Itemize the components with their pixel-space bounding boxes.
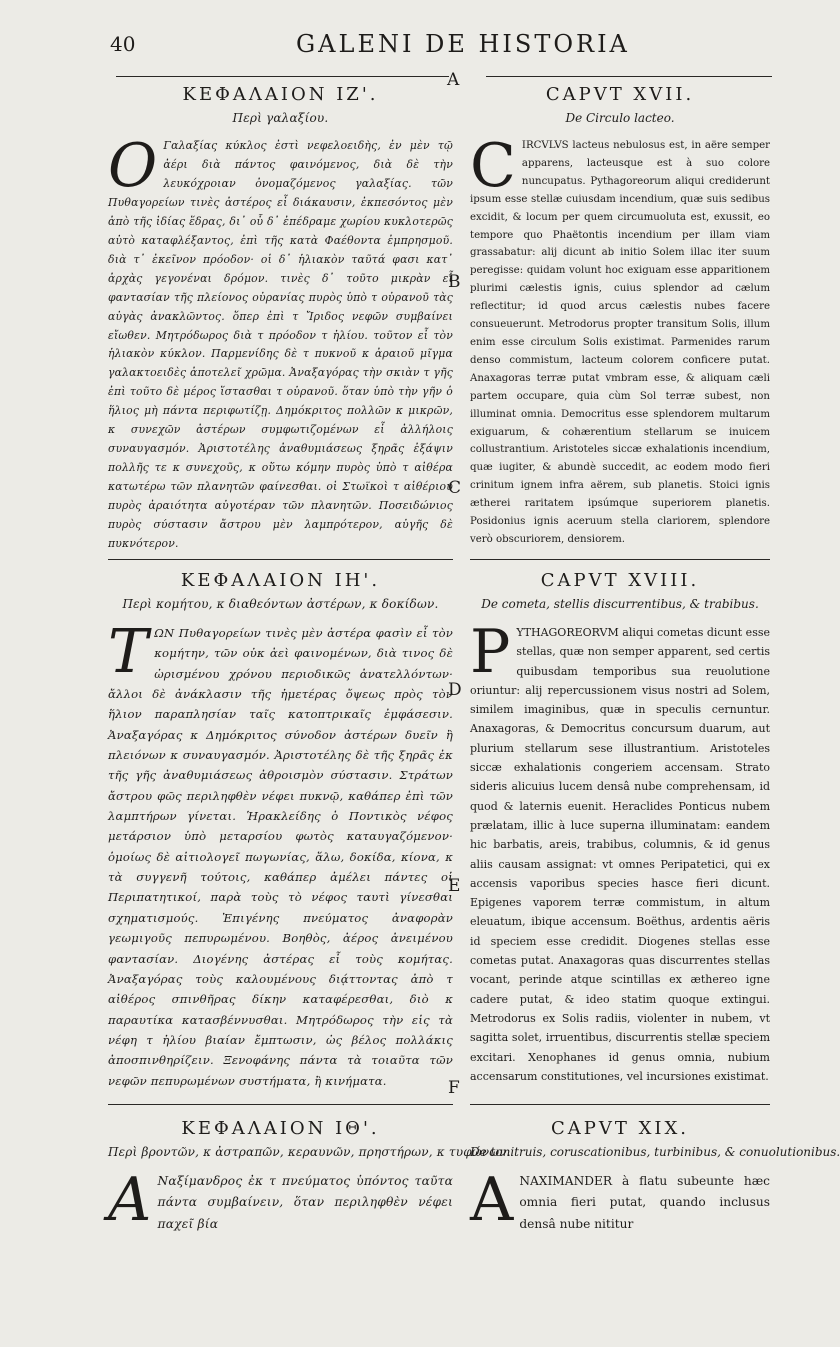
chapter-body (470, 617, 770, 1086)
page-number: 40 (110, 32, 136, 56)
running-header (0, 28, 800, 68)
chapter-heading: CAPVT XIX. (550, 1118, 690, 1139)
body-text: ΩΝ Πυθαγορείων τινὲς μὲν ἀστέρα φασὶν εἶ τὸν κομήτην, τῶν οὐκ ἀεὶ φαινομένων, διὰ τινος δὲ ὡρισμένου χρόνου περιοδικῶς ἀνατελλόντων· ἄλλοι δὲ ἀνάκλασιν τῆς ἡμετέρας ὄψεως πρὸς τὸν ἥλιον παραπλησίαν ταῖς κατοπτρικαῖς ἐμφάσεσιν. Ἀναξαγόρας κ Δημόκριτος σύνοδον ἀστέρων δυεῖν ἢ πλειόνων κ συναυγασμόν. Ἀριστοτέλης δὲ τῆς ξηρᾶς ἐκ τῆς γῆς ἀναθυμιάσεως ἀθροισμὸν σύστασιν. Στράτων ἄστρου φῶς περιληφθὲν νέφει πυκνῷ, καθάπερ ἐπὶ τῶν λαμπτήρων γίνεται. Ἡρακλείδης ὁ Ποντικὸς νέφος μετάρσιον ὑπὸ μεταρσίου φωτὸς καταυγαζόμενον· ὁμοίως δὲ αἰτιολογεῖ πωγωνίας, ἅλω, δοκίδα, κίονα, κ τὰ συγγενῆ τούτοις, καθάπερ ἀμέλει πάντες οἱ Περιπατητικοί, παρὰ τοὺς τὸ νέφος ταυτὶ γίνεσθαι σχηματισμούς. Ἐπιγένης πνεύματος ἀναφορὰν γεωμιγοῦς πεπυρωμένου. Βοηθὸς, ἀέρος ἀνειμένου φαντασίαν. Διογένης ἀστέρας εἶ τοὺς κομήτας. Ἀναξαγόρας τοὺς καλουμένους διᾴττοντας ἀπὸ τ αἰθέρος σπινθῆρας δίκην καταφέρεσθαι, διὸ κ παραυτίκα κατασβέννυσθαι. Μητρόδωρος τὴν εἰς τὰ νέφη τ ἡλίου βιαίαν ἔμπτωσιν, ὡς βέλος πολλάκις ἀποσπινθηρίζειν. Ξενοφάνης πάντα τὰ τοιαῦτα τῶν νεφῶν πεπυρωμένων συστήματα, ἢ κινήματα. (108, 626, 453, 1088)
latin-section-19 (470, 1118, 840, 1308)
margin-letter-e: E (448, 876, 461, 896)
chapter-subheading: Περὶ βροντῶν, κ ἀστραπῶν, κεραυνῶν, πρηστήρων, κ τυφώνων. (108, 1145, 511, 1159)
chapter-heading: CAPVT XVII. (545, 84, 695, 105)
margin-letter-f: F (448, 1078, 460, 1098)
latin-section-17 (470, 84, 770, 554)
greek-section-18 (108, 570, 453, 1100)
body-text: NAXIMANDER à flatu subeunte hæc omnia fieri putat, quando inclusus densâ nube nititur (519, 1174, 770, 1231)
body-text: Ναξίμανδρος ἐκ τ πνεύματος ὑπόντος ταῦτα πάντα συμβαίνειν, ὅταν περιληφθὲν νέφει παχεῖ βία (157, 1174, 453, 1231)
body-text: YTHAGOREORVM aliqui cometas dicunt esse stellas, quæ non semper apparent, sed certis quibusdam temporibus sua reuolutione oriuntur: alij repercussionem visus nostri ad Solem, similem imaginibus, quæ in speculis cernuntur. Anaxagoras, & Democritus concursum duarum, aut plurium stellarum sese illustrantium. Aristoteles siccæ exhalationis congeriem accensam. Strato sideris alicuius lucem densâ nube comprehensam, id quod & laternis euenit. Heraclides Ponticus nubem prælatam, illic à luce superna illuminatam: eandem hic barbatis, areis, trabibus, columnis, & id genus aliis causam assignat: vt omnes Peripatetici, qui ex accensis vaporibus species hasce fieri dicunt. Epigenes vaporem terræ commistum, in altum eleuatum, ibique accensum. Boëthus, ardentis aëris id speciem esse credidit. Diogenes stellas esse cometas putat. Anaxagoras quas discurrentes stellas vocant, perinde atque scintillas ex æthereo igne cadere putat, & ideo statim quoque extingui. Metrodorus ex Solis radiis, violenter in nubem, vt sagitta solet, irruentibus, discurrentis stellæ speciem excitari. Xenophanes id genus omnia, nubium accensarum constitutiones, vel incursiones existimat. (470, 626, 770, 1083)
chapter-body (108, 617, 453, 1091)
margin-letter-b: B (448, 272, 461, 292)
section-rule (108, 559, 453, 560)
chapter-subheading: De cometa, stellis discurrentibus, & trabibus. (481, 597, 759, 611)
chapter-body (470, 131, 770, 549)
running-title: GALENI DE HISTORIA (296, 30, 630, 58)
body-text: Γαλαξίας κύκλος ἐστὶ νεφελοειδὴς, ἐν μὲν τῷ ἀέρι διὰ πάντος φαινόμενος, διὰ δὲ τὴν λευκόχροιαν ὀνομαζόμενος γαλαξίας. τῶν Πυθαγορείων τινὲς ἀστέρος εἶ διάκαυσιν, ἐκπεσόντος μὲν ἀπὸ τῆς ἰδίας ἕδρας, δι᾽ οὗ δ᾽ ἐπέδραμε χωρίου κυκλοτερῶς αὐτὸ καταφλέξαντος, ἐπὶ τῆς κατὰ Φαέθοντα ἐμπρησμοῦ. διὰ τ᾽ ἐκεῖνον πρόοδον· οἱ δ᾽ ἡλιακὸν ταῦτά φασι κατ᾽ ἀρχὰς γεγονέναι δρόμον. τινὲς δ᾽ τοῦτο μικρὰν εἶ φαντασίαν τῆς πλείονος οὐρανίας πυρὸς ὑπὸ τ οὐρανοῦ τὰς αὐγὰς ἀνακλῶντος. ὅπερ ἐπὶ τ Ἴριδος νεφῶν συμβαίνει εἴωθεν. Μητρόδωρος διὰ τ πρόοδον τ ἡλίου. τοῦτον εἶ τὸν ἡλιακὸν κύκλον. Παρμενίδης δὲ τ πυκνοῦ κ ἀραιοῦ μῖγμα γαλακτοειδὲς ἀποτελεῖ χρῶμα. Ἀναξαγόρας τὴν σκιὰν τ γῆς ἐπὶ τοῦτο δὲ μέρος ἵστασθαι τ οὐρανοῦ. ὅταν ὑπὸ τὴν γῆν ὁ ἥλιος μὴ πάντα περιφωτίζῃ. Δημόκριτος πολλῶν κ μικρῶν, κ συνεχῶν ἀστέρων συμφωτιζομένων εἶ ἀλλήλοις συναυγασμόν. Ἀριστοτέλης ἀναθυμιάσεως ξηρᾶς ἐξάψιν πολλῆς τε κ συνεχοῦς, κ οὕτω κόμην πυρὸς ὑπὸ τ αἰθέρα κατωτέρω τῶν πλανητῶν φαίνεσθαι. οἱ Στωϊκοὶ τ αἰθέριου πυρὸς ἀραιότητα αὐγοτέραν τῶν πλανητῶν. Ποσειδώνιος πυρὸς σύστασιν ἄστρου μὲν λαμπρότερον, αὐγῆς δὲ πυκνότερον. (108, 139, 453, 551)
latin-section-18 (470, 570, 770, 1100)
chapter-subheading: De Circulo lacteo. (565, 111, 675, 125)
chapter-heading: ΚΕΦΑΛΑΙΟΝ ΙΘ'. (181, 1118, 380, 1139)
chapter-subheading: De tonitruis, coruscationibus, turbinibus, & conuolutionibus. (470, 1145, 840, 1159)
chapter-heading: ΚΕΦΑΛΑΙΟΝ ΙΗ'. (180, 570, 381, 591)
section-rule (108, 1104, 453, 1105)
drop-cap: A (470, 1165, 514, 1235)
right-header-rule (486, 76, 772, 77)
margin-letter-c: C (448, 478, 462, 498)
body-text: IRCVLVS lacteus nebulosus est, in aëre semper apparens, lacteusque est à suo colore nuncupatus. Pythagoreorum aliqui crediderunt ipsum esse stellæ cuiusdam incendium, quæ suis sedibus excidit, & locum per quem circumuoluta est, exussit, eo tempore quo Phaëtontis incendium per illam viam grassabatur: alij dicunt ab initio Solem illac iter suum peregisse: quidam volunt hoc exiguam esse apparitionem plurimi cælestis ignis, cuius splendor ad cælum reflectitur; id quod arcus cælestis nubes facere consueuerunt. Metrodorus propter transitum Solis, illum enim esse circulum Solis existimat. Parmenides rarum denso commistum, lacteum colorem conficere putat. Anaxagoras terræ putat vmbram esse, & aliquam cæli partem occupare, quia cùm Sol terræ subest, non illuminat omnia. Democritus esse splendorem multarum exiguarum, & cohærentium stellarum se inuicem collustrantium. Aristoteles siccæ exhalationis incendium, quæ iugiter, & abundè succedit, ac eodem modo fieri crinitum ignem infra aërem, sub planetis. Stoici ignis ætherei raritatem ipsúmque superiorem planetis. Posidonius ignis aceruum stella clariorem, splendore verò obscuriorem, densiorem. (470, 140, 770, 545)
left-header-rule (116, 76, 449, 77)
drop-cap: Α (108, 1165, 152, 1235)
drop-cap: C (470, 131, 516, 201)
drop-cap: P (470, 617, 511, 687)
margin-letter-d: D (448, 680, 462, 700)
margin-letter-a: A (447, 70, 460, 90)
chapter-body (108, 131, 453, 554)
greek-section-19 (108, 1118, 511, 1308)
chapter-body (470, 1165, 770, 1235)
latin-column (470, 84, 840, 1314)
drop-cap: Ο (108, 131, 158, 201)
chapter-body (108, 1165, 453, 1235)
chapter-heading: CAPVT XVIII. (540, 570, 700, 591)
section-rule (470, 1104, 770, 1105)
chapter-heading: ΚΕΦΑΛΑΙΟΝ ΙΖ'. (182, 84, 379, 105)
chapter-subheading: Περὶ κομήτου, κ διαθεόντων ἀστέρων, κ δοκίδων. (122, 597, 439, 611)
greek-section-17 (108, 84, 453, 554)
greek-column (108, 84, 511, 1314)
drop-cap: Τ (108, 617, 149, 687)
section-rule (470, 559, 770, 560)
chapter-subheading: Περὶ γαλαξίου. (232, 111, 329, 125)
